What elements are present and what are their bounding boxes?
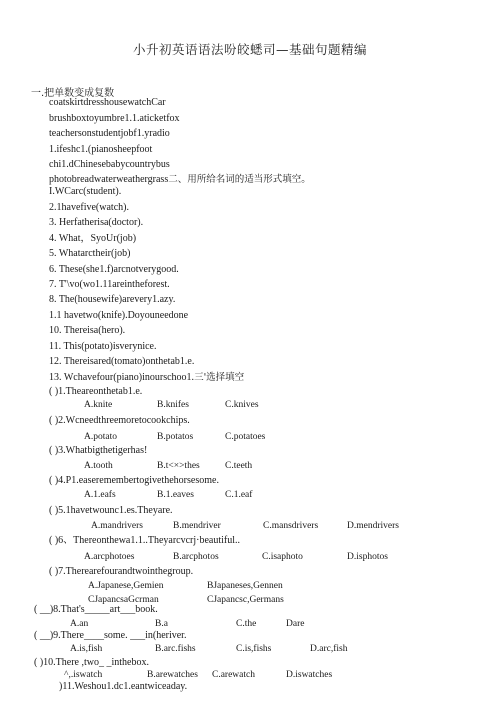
answer-option: A.1.eafs bbox=[84, 490, 116, 500]
answer-option: C.1.eaf bbox=[225, 490, 253, 500]
question-stem: ( )7.Therearefourandtwointhegroup. bbox=[49, 566, 194, 577]
section2-item: 11. This(potato)isverynice. bbox=[49, 341, 157, 352]
answer-option: C.potatoes bbox=[225, 432, 266, 442]
answer-option: C.isaphoto bbox=[262, 552, 303, 562]
answer-option: CJapancsaGcrman bbox=[88, 595, 159, 605]
answer-option: A.potato bbox=[84, 432, 117, 442]
answer-option: B.a bbox=[155, 619, 168, 629]
section1-line: 1.ifeshc1.(pianosheepfoot bbox=[49, 144, 153, 155]
answer-option: A.mandrivers bbox=[91, 521, 143, 531]
answer-option: D.mendrivers bbox=[347, 521, 399, 531]
answer-option: B.t<×>thes bbox=[157, 461, 200, 471]
section1-line: brushboxtoyumbre1.1.aticketfox bbox=[49, 113, 180, 124]
answer-option: B.arcphotos bbox=[173, 552, 219, 562]
section1-line: chi1.dChinesebabycountrybus bbox=[49, 159, 170, 170]
answer-option: A.is,fish bbox=[70, 644, 103, 654]
answer-option: A.Japanese,Gemien bbox=[88, 581, 164, 591]
question-stem: ( __)8.That's_____art___book. bbox=[34, 604, 158, 615]
section3-heading-line bbox=[49, 372, 244, 384]
answer-option: Dare bbox=[286, 619, 305, 629]
question-stem: ( )4.P1.easeremembertogivethehorsesome. bbox=[49, 475, 219, 486]
question-stem: ( )3.Whatbigthetigerhas! bbox=[49, 445, 148, 456]
section2-heading: 二、用所给名词的适当形式填空。 bbox=[168, 174, 311, 185]
answer-option: B.arc.fishs bbox=[155, 644, 196, 654]
answer-option: C.the bbox=[236, 619, 257, 629]
answer-option: C.knives bbox=[225, 400, 259, 410]
section2-item: 10. Thereisa(hero). bbox=[49, 325, 126, 336]
section2-item: 7. T'\vo(wo1.11areintheforest. bbox=[49, 279, 170, 290]
question-stem: ( __)9.There____some. ___in(heriver. bbox=[34, 630, 187, 641]
answer-option: ^,.iswatch bbox=[64, 670, 103, 680]
section2-item: 2.1havefive(watch). bbox=[49, 202, 129, 213]
question-stem: )11.Weshou1.dc1.eantwiceaday. bbox=[59, 681, 188, 692]
answer-option: B.arewatches bbox=[147, 670, 198, 680]
section1-heading: 一.把单数变成复数 bbox=[31, 88, 115, 99]
section2-item: 13. Wchavefour(piano)inourschoo1. bbox=[49, 372, 195, 383]
question-stem: ( )6、Thereonthewa1.1..Theyarcvcrj·beautiful.. bbox=[49, 535, 241, 546]
section3-heading: 三'选择填空 bbox=[194, 372, 245, 383]
answer-option: A.knite bbox=[84, 400, 113, 410]
answer-option: C.is,fishs bbox=[236, 644, 272, 654]
section2-item: 1.1 havetwo(knife).Doyouneedone bbox=[49, 310, 189, 321]
answer-option: B.potatos bbox=[157, 432, 194, 442]
answer-option: CJapancsc,Germans bbox=[207, 595, 284, 605]
section2-item: I.WCarc(student). bbox=[49, 186, 122, 197]
question-stem: ( )2.Wcneedthreemoretocookchips. bbox=[49, 415, 190, 426]
section2-intro: photobreadwaterweathergrass bbox=[49, 174, 169, 185]
section2-heading-line bbox=[49, 174, 311, 186]
answer-option: A.arcphotoes bbox=[84, 552, 135, 562]
section2-item: 4. What，SyoUr(job) bbox=[49, 233, 137, 244]
section2-item: 12. Thereisared(tomato)onthetab1.e. bbox=[49, 356, 195, 367]
answer-option: C.mansdrivers bbox=[263, 521, 319, 531]
question-stem: ( )10.There ,two_ _inthebox. bbox=[34, 657, 149, 668]
question-stem: ( )1.Theareonthetab1.e. bbox=[49, 386, 143, 397]
answer-option: B.1.eaves bbox=[157, 490, 194, 500]
question-stem: ( )5.1havetwounc1.es.Theyare. bbox=[49, 505, 173, 516]
section1-line: coatskirtdresshousewatchCar bbox=[49, 97, 166, 108]
answer-option: A.an bbox=[70, 619, 89, 629]
answer-option: A.tooth bbox=[84, 461, 113, 471]
section1-line: teachersonstudentjobf1.yradio bbox=[49, 128, 170, 139]
answer-option: C.arewatch bbox=[212, 670, 255, 680]
answer-option: C.teeth bbox=[225, 461, 253, 471]
section2-item: 5. Whatarctheir(job) bbox=[49, 248, 131, 259]
section2-item: 8. The(housewife)arevery1.azy. bbox=[49, 294, 176, 305]
answer-option: D.iswatches bbox=[286, 670, 333, 680]
answer-option: B.mendriver bbox=[173, 521, 221, 531]
answer-option: D.isphotos bbox=[347, 552, 388, 562]
page-title: 小升初英语语法吩皎蟋司—基础句题精编 bbox=[132, 42, 367, 57]
answer-option: D.arc,fish bbox=[310, 644, 348, 654]
answer-option: BJapaneses,Gennen bbox=[207, 581, 283, 591]
answer-option: B.knifes bbox=[157, 400, 189, 410]
section2-item: 6. These(she1.f)arcnotverygood. bbox=[49, 264, 179, 275]
section2-item: 3. Herfatherisa(doctor). bbox=[49, 217, 144, 228]
